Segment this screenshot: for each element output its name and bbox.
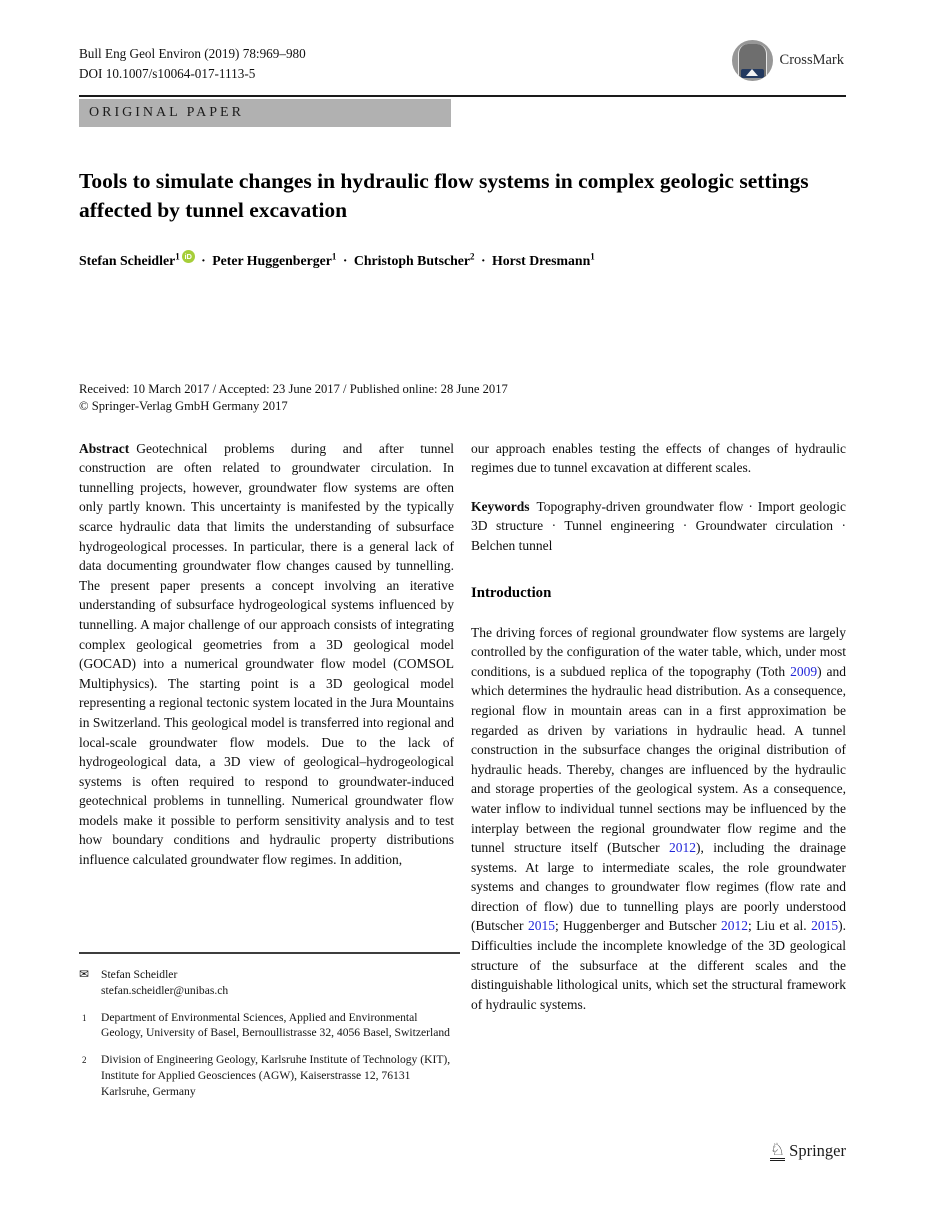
citation-link[interactable]: 2015 xyxy=(527,918,555,934)
springer-logo xyxy=(770,1141,846,1161)
journal-reference-block xyxy=(79,44,306,84)
article-first-page xyxy=(79,0,846,1230)
author-separator: · xyxy=(342,252,348,268)
article-title: Tools to simulate changes in hydraulic flow systems in complex geologic settings affected by tunnel excavation xyxy=(79,169,809,222)
author-separator: · xyxy=(201,252,206,268)
publisher-name: Springer xyxy=(789,1141,846,1160)
introduction-paragraph: The driving forces of regional groundwater flow systems are largely controlled by the configuration of the water table, which, under most conditions, is a subdued replica of the topography (Toth 2009) and which determines the hydraulic head distribution. As a consequence, regional flow in mountain areas can in a first approximation be regarded as driven by variations in hydraulic head. A tunnel construction in the subsurface changes the original distribution of hydraulic heads. Thereby, changes are influenced by the hydraulic and storage properties of the geological system. As a consequence, water inflow to individual tunnel sections may be influenced by the interplay between the regional groundwater flow regime and the tunnel structure itself (Butscher 2012), including the drainage systems. At large to intermediate scales, the role groundwater systems and changes to groundwater flow regimes (flow rate and direction of flow) due to tunnelling plays are poorly understood (Butscher 2015; Huggenberger and Butscher 2012; Liu et al. 2015). Difficulties include the incomplete knowledge of the 3D geological structure of the subsurface at the different scales and the distinguishable lithological units, which set the structural framework of hydraulic systems. xyxy=(471,624,846,1012)
publication-history xyxy=(79,381,846,415)
citation-link[interactable]: 2009 xyxy=(790,663,818,679)
author-separator: · xyxy=(480,252,486,268)
crossmark-label: CrossMark xyxy=(779,52,844,68)
abstract-label: Abstract xyxy=(79,440,130,456)
corresponding-author-block xyxy=(79,967,460,999)
doi-line: DOI 10.1007/s10064-017-1113-5 xyxy=(79,66,256,81)
right-column xyxy=(471,439,846,1015)
abstract-continuation: our approach enables testing the effects of changes of hydraulic regimes due to tunnel excavation at different scales. xyxy=(471,440,846,476)
crossmark-icon xyxy=(732,40,773,81)
springer-horse-icon: ♘ xyxy=(769,1140,786,1159)
abstract-text: Geotechnical problems during and after tunnel construction are often related to groundwater circulation. In tunnelling projects, however, groundwater flow systems are often only partly known. This uncertainty is manifested by the typically scarce hydraulic data that limits the understanding of subsurface hydrogeological processes. In particular, there is a general lack of data documenting groundwater flow changes caused by tunnelling. The present paper presents a concept involving an iterative understanding of subsurface hydrogeological systems influenced by tunnelling. A major challenge of our approach consists of integrating complex geological geometries from a 3D geological model (GOCAD) into a numerical groundwater flow model (COMSOL Multiphysics). The starting point is a 3D geological model representing a regional tectonic system located in the Jura Mountains in Switzerland. This geological model is transferred into regional and local-scale groundwater flow models. Due to the lack of hydrogeological data, a 3D view of geological–hydrogeological systems is often required to respond to groundwater-induced geotechnical problems in tunnelling. Numerical groundwater flow models make it possible to perform sensitivity analysis and to test how boundary conditions and hydraulic property distributions influence calculated groundwater flow regimes. In addition, xyxy=(79,440,454,868)
page-header xyxy=(79,0,846,84)
affiliation-number: 2 xyxy=(82,1055,87,1066)
keywords-label: Keywords xyxy=(471,498,530,514)
envelope-icon: ✉ xyxy=(79,967,90,981)
corresponding-author-name: Stefan Scheidler xyxy=(101,968,178,981)
keywords-text: Topography-driven groundwater flow · Import geologic 3D structure · Tunnel engineering · Groundwater circulation · Belchen tunnel xyxy=(471,498,846,553)
keywords-paragraph xyxy=(471,497,846,556)
article-type-banner: ORIGINAL PAPER xyxy=(79,99,451,127)
received-accepted-line: Received: 10 March 2017 / Accepted: 23 June 2017 / Published online: 28 June 2017 xyxy=(79,381,508,396)
section-heading-introduction: Introduction xyxy=(471,584,552,601)
affiliation-text: Department of Environmental Sciences, Applied and Environmental Geology, University of Basel, Bernoullistrasse 32, 4056 Basel, Switzerland xyxy=(101,1010,450,1040)
citation-link[interactable]: 2015 xyxy=(811,918,839,934)
footnote-rule xyxy=(79,952,460,954)
affiliation-item xyxy=(79,1052,460,1099)
journal-citation: Bull Eng Geol Environ (2019) 78:969–980 xyxy=(79,46,306,61)
copyright-line: © Springer-Verlag GmbH Germany 2017 xyxy=(79,398,288,413)
author-list xyxy=(79,250,846,269)
footnote-block xyxy=(79,952,460,1100)
citation-link[interactable]: 2012 xyxy=(720,918,748,934)
affiliation-item xyxy=(79,1010,460,1042)
corresponding-author-email[interactable]: stefan.scheidler@unibas.ch xyxy=(101,983,229,997)
citation-link[interactable]: 2012 xyxy=(669,840,696,856)
two-column-body xyxy=(79,439,846,1015)
author-name: Peter Huggenberger$^1$ xyxy=(212,251,337,268)
orcid-icon[interactable]: iD xyxy=(182,250,195,263)
affiliation-text: Division of Engineering Geology, Karlsruhe Institute of Technology (KIT), Institute for Applied Geosciences (AGW), Kaiserstrasse 12, 76131 Karlsruhe, Germany xyxy=(101,1053,451,1098)
author-name: Horst Dresmann$^1$ xyxy=(492,251,595,268)
left-column xyxy=(79,439,454,1015)
abstract-paragraph xyxy=(79,439,454,870)
author-name: Stefan Scheidler$^1$ xyxy=(79,251,180,268)
crossmark-badge[interactable] xyxy=(732,40,844,81)
author-name: Christoph Butscher$^2$ xyxy=(353,251,475,268)
header-rule xyxy=(79,95,846,97)
affiliation-number: 1 xyxy=(82,1012,87,1023)
